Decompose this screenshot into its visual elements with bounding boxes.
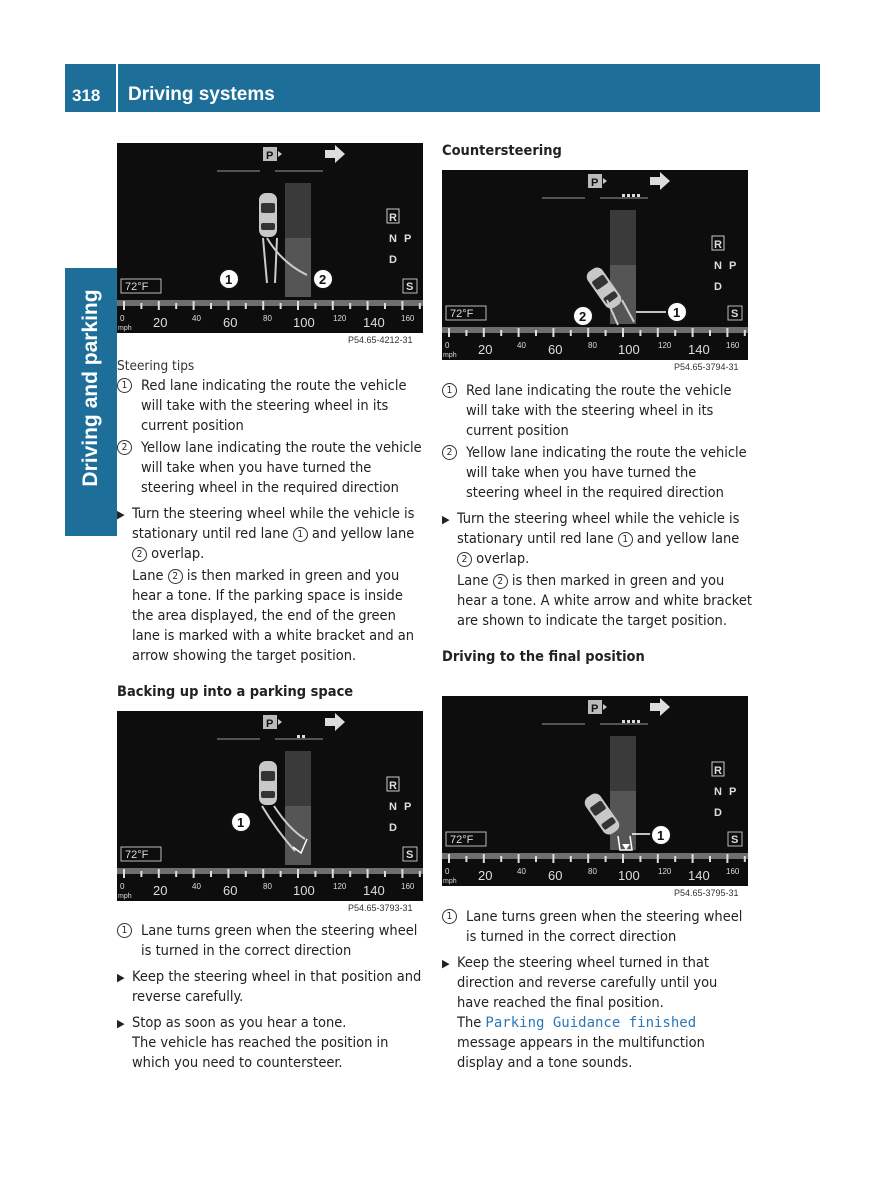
- list-item: 2 Yellow lane indicating the route the vehicle will take when you have turned the steering wheel in the required direction: [117, 438, 427, 498]
- gear-r: R: [389, 212, 397, 224]
- display-screen-final-position: [442, 696, 748, 886]
- left-column-lower: [117, 921, 427, 1073]
- svg-text:0: 0: [120, 882, 125, 891]
- instruction-step: ▶ Keep the steering wheel in that position and reverse carefully.: [117, 969, 422, 1005]
- svg-text:72°F: 72°F: [125, 849, 149, 861]
- svg-text:100: 100: [293, 883, 315, 898]
- svg-text:60: 60: [223, 315, 238, 330]
- svg-text:D: D: [714, 807, 722, 819]
- svg-text:80: 80: [263, 314, 272, 323]
- vehicle-icon: [259, 193, 277, 237]
- svg-text:1: 1: [657, 828, 665, 843]
- svg-text:mph: mph: [118, 325, 132, 332]
- svg-text:140: 140: [688, 342, 710, 357]
- svg-text:0: 0: [445, 867, 450, 876]
- parking-p-icon: P: [266, 718, 274, 730]
- svg-text:100: 100: [293, 315, 315, 330]
- vehicle-icon: [259, 761, 277, 805]
- svg-text:N: N: [714, 786, 722, 798]
- list-item: 2 Yellow lane indicating the route the vehicle will take when you have turned the steering wheel in the required direction: [442, 443, 752, 503]
- svg-text:0: 0: [120, 314, 125, 323]
- svg-text:60: 60: [548, 868, 563, 883]
- svg-text:P: P: [729, 260, 737, 272]
- svg-text:S: S: [731, 834, 739, 846]
- svg-text:N: N: [714, 260, 722, 272]
- svg-text:140: 140: [688, 868, 710, 883]
- svg-text:140: 140: [363, 315, 385, 330]
- right-column-lower: [442, 907, 752, 1073]
- svg-text:P: P: [729, 786, 737, 798]
- callout-marker: [219, 269, 239, 289]
- svg-text:mph: mph: [118, 893, 132, 900]
- svg-text:0: 0: [445, 341, 450, 350]
- left-column: [117, 356, 427, 702]
- svg-text:160: 160: [726, 867, 740, 876]
- svg-text:20: 20: [478, 868, 493, 883]
- figure-caption: Steering tips: [117, 358, 195, 374]
- step-arrow-icon: ▶: [442, 957, 450, 970]
- section-title: Driving systems: [128, 84, 275, 105]
- svg-text:D: D: [714, 281, 722, 293]
- right-column: [442, 381, 752, 667]
- svg-text:1: 1: [237, 815, 245, 830]
- parking-p-icon: P: [266, 150, 274, 162]
- svg-text:40: 40: [192, 882, 201, 891]
- instruction-step: ▶ Keep the steering wheel turned in that direction and reverse carefully until you have reached the final position. The Parking Guidance finished message appears in the multifunction display and a tone sounds.: [442, 955, 718, 1071]
- list-item: 1 Red lane indicating the route the vehicle will take with the steering wheel in its current position: [442, 381, 752, 441]
- gear-r: R: [714, 239, 722, 251]
- display-screen-steering-tips: [117, 143, 423, 333]
- callout-marker: [231, 812, 251, 832]
- svg-text:40: 40: [517, 341, 526, 350]
- marker-2: 2: [442, 445, 457, 460]
- svg-text:D: D: [389, 254, 397, 266]
- step-arrow-icon: ▶: [117, 508, 125, 521]
- display-screen-backing-up: [117, 711, 423, 901]
- svg-text:P: P: [404, 801, 412, 813]
- display-message: Parking Guidance finished: [485, 1015, 697, 1031]
- svg-text:120: 120: [658, 341, 672, 350]
- callout-marker: [313, 269, 333, 289]
- svg-text:140: 140: [363, 883, 385, 898]
- heading-final-position: Driving to the final position: [442, 649, 645, 665]
- svg-text:160: 160: [401, 882, 415, 891]
- svg-text:40: 40: [517, 867, 526, 876]
- instruction-step: ▶ Turn the steering wheel while the vehicle is stationary until red lane 1 and yellow lane 2 overlap.: [442, 511, 740, 567]
- svg-text:120: 120: [333, 882, 347, 891]
- callout-marker: [667, 302, 687, 322]
- figure-code: P54.65-3794-31: [674, 362, 739, 372]
- svg-text:2: 2: [319, 272, 327, 287]
- step-arrow-icon: ▶: [117, 1017, 125, 1030]
- svg-text:80: 80: [263, 882, 272, 891]
- svg-text:72°F: 72°F: [125, 281, 149, 293]
- svg-text:60: 60: [223, 883, 238, 898]
- svg-text:mph: mph: [443, 352, 457, 359]
- svg-text:72°F: 72°F: [450, 308, 474, 320]
- list-item: 1 Lane turns green when the steering wheel is turned in the correct direction: [442, 907, 752, 947]
- svg-text:120: 120: [658, 867, 672, 876]
- marker-2: 2: [117, 440, 132, 455]
- step-arrow-icon: ▶: [442, 513, 450, 526]
- page-number: 318: [72, 86, 101, 105]
- step-arrow-icon: ▶: [117, 971, 125, 984]
- svg-text:N: N: [389, 801, 397, 813]
- svg-text:60: 60: [548, 342, 563, 357]
- svg-text:160: 160: [726, 341, 740, 350]
- svg-text:100: 100: [618, 868, 640, 883]
- svg-text:40: 40: [192, 314, 201, 323]
- svg-text:72°F: 72°F: [450, 834, 474, 846]
- side-tab-label: Driving and parking: [79, 289, 102, 487]
- svg-text:20: 20: [478, 342, 493, 357]
- callout-marker: [573, 306, 593, 326]
- svg-text:S: S: [731, 308, 739, 320]
- step-continuation: Lane 2 is then marked in green and you hear a tone. A white arrow and white bracket are shown to indicate the target position.: [457, 573, 752, 629]
- figure-code: P54.65-3795-31: [674, 888, 739, 898]
- marker-1: 1: [117, 923, 132, 938]
- svg-text:80: 80: [588, 341, 597, 350]
- marker-1: 1: [117, 378, 132, 393]
- marker-1: 1: [442, 383, 457, 398]
- parking-p-icon: P: [591, 177, 599, 189]
- svg-text:1: 1: [673, 305, 681, 320]
- heading-countersteering: Countersteering: [442, 143, 562, 159]
- svg-text:2: 2: [579, 309, 587, 324]
- svg-text:20: 20: [153, 315, 168, 330]
- display-screen-countersteering: [442, 170, 748, 360]
- svg-text:1: 1: [225, 272, 233, 287]
- header-divider: [116, 64, 118, 112]
- gear-r: R: [714, 765, 722, 777]
- parking-p-icon: P: [591, 703, 599, 715]
- marker-1: 1: [442, 909, 457, 924]
- list-item: 1 Lane turns green when the steering wheel is turned in the correct direction: [117, 921, 427, 961]
- svg-text:160: 160: [401, 314, 415, 323]
- figure-code: P54.65-3793-31: [348, 903, 413, 913]
- list-item: 1 Red lane indicating the route the vehicle will take with the steering wheel in its current position: [117, 376, 427, 436]
- heading-backing-up: Backing up into a parking space: [117, 684, 354, 700]
- svg-text:S: S: [406, 281, 414, 293]
- svg-text:80: 80: [588, 867, 597, 876]
- callout-marker: [651, 825, 671, 845]
- svg-text:N: N: [389, 233, 397, 245]
- gear-r: R: [389, 780, 397, 792]
- instruction-step: ▶ Turn the steering wheel while the vehicle is stationary until red lane 1 and yellow lane 2 overlap.: [117, 506, 415, 562]
- instruction-step: ▶ Stop as soon as you hear a tone. The vehicle has reached the position in which you need to countersteer.: [117, 1015, 389, 1071]
- svg-text:120: 120: [333, 314, 347, 323]
- svg-text:20: 20: [153, 883, 168, 898]
- svg-text:S: S: [406, 849, 414, 861]
- svg-text:D: D: [389, 822, 397, 834]
- svg-text:100: 100: [618, 342, 640, 357]
- figure-code: P54.65-4212-31: [348, 335, 413, 345]
- svg-text:P: P: [404, 233, 412, 245]
- svg-text:mph: mph: [443, 878, 457, 885]
- step-continuation: Lane 2 is then marked in green and you hear a tone. If the parking space is inside the area displayed, the end of the green lane is marked with a white bracket and an arrow showing the target position.: [132, 568, 415, 664]
